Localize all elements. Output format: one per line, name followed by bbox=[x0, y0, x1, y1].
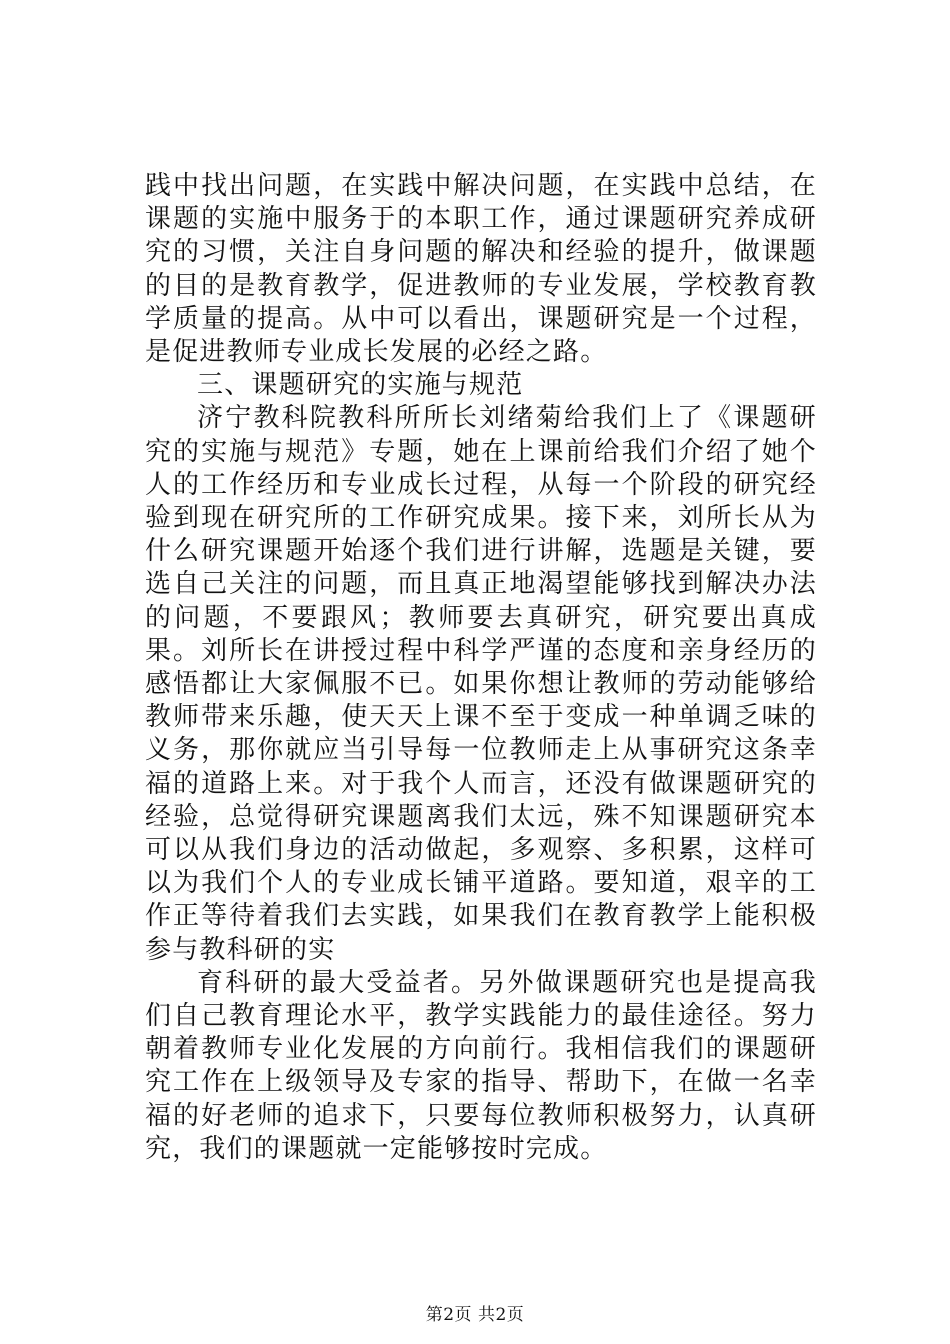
document-body bbox=[145, 170, 817, 1166]
page-number-footer: 第2页 共2页 bbox=[425, 1305, 525, 1325]
paragraph-4: 育科研的最大受益者。另外做课题研究也是提高我们自己教育理论水平，教学实践能力的最佳途径。努力朝着教师专业化发展的方向前行。我相信我们的课题研究工作在上级领导及专家的指导、帮助下，在做一名幸福的好老师的追求下，只要每位教师积极努力，认真研究，我们的课题就一定能够按时完成。 bbox=[145, 967, 817, 1164]
paragraph-1: 践中找出问题，在实践中解决问题，在实践中总结，在课题的实施中服务于的本职工作，通过课题研究养成研究的习惯，关注自身问题的解决和经验的提升，做课题的目的是教育教学，促进教师的专业发展，学校教育教学质量的提高。从中可以看出，课题研究是一个过程，是促进教师专业成长发展的必经之路。 bbox=[145, 171, 817, 368]
section-heading: 三、课题研究的实施与规范 bbox=[197, 370, 524, 401]
paragraph-3: 济宁教科院教科所所长刘绪菊给我们上了《课题研究的实施与规范》专题，她在上课前给我们介绍了她个人的工作经历和专业成长过程，从每一个阶段的研究经验到现在研究所的工作研究成果。接下来，刘所长从为什么研究课题开始逐个我们进行讲解，选题是关键，要选自己关注的问题，而且真正地渴望能够找到解决办法的问题，不要跟风；教师要去真研究，研究要出真成果。刘所长在讲授过程中科学严谨的态度和亲身经历的感悟都让大家佩服不已。如果你想让教师的劳动能够给教师带来乐趣，使天天上课不至于变成一种单调乏味的义务，那你就应当引导每一位教师走上从事研究这条幸福的道路上来。对于我个人而言，还没有做课题研究的经验，总觉得研究课题离我们太远，殊不知课题研究本可以从我们身边的活动做起，多观察、多积累，这样可以为我们个人的专业成长铺平道路。要知道，艰辛的工作正等待着我们去实践，如果我们在教育教学上能积极参与教科研的实 bbox=[145, 403, 817, 965]
